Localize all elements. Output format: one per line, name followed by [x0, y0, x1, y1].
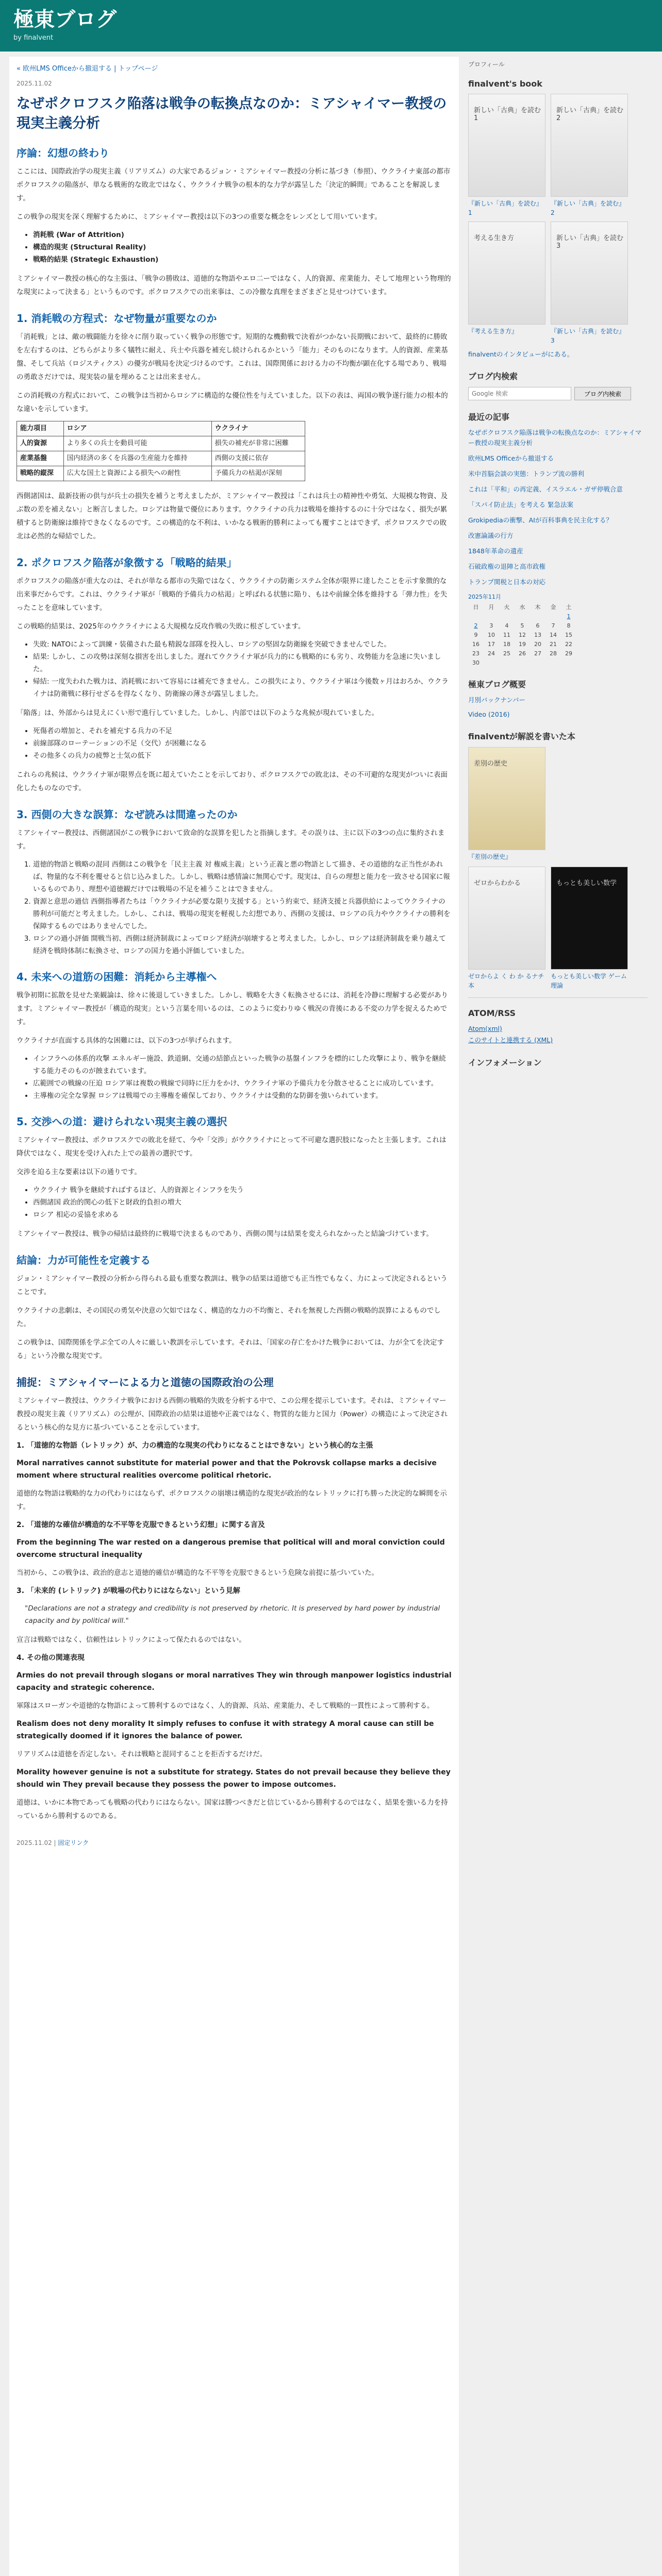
paragraph: 当初から、この戦争は、政治的意志と道徳的確信が構造的な不平等を克服できるという危険な前提に基づいていた。: [16, 1569, 378, 1577]
list-item: • 消耗戦 (War of Attrition): [33, 229, 452, 241]
paragraph: 宣言は戦略ではなく、信頼性はレトリックによって保たれるのではない。: [16, 1636, 246, 1644]
paragraph: ミアシャイマー教授は、戦争の帰結は最終的に戦場で決まるものであり、西側の関与は結果を変えられなかったと結論づけています。: [16, 1230, 434, 1238]
paragraph: 道徳的な物語は戦略的な力の代わりにはならず、ポクロフスクの崩壊は構造的な現実が政治的なレトリックに打ち勝った決定的な瞬間を示す。: [16, 1489, 447, 1511]
axiom-heading: 4. その他の関連表現: [16, 1654, 85, 1662]
list-item: • ロシア 相応の妥協を求める: [33, 1209, 452, 1221]
book-item[interactable]: [551, 94, 628, 217]
post-footer: 2025.11.02 | 固定リンク: [16, 1839, 89, 1846]
main-content: [9, 57, 459, 2576]
archive-link[interactable]: 月別バックナンバー: [468, 696, 526, 704]
paragraph: ポクロフスクの陥落が重大なのは、それが単なる都市の失陥ではなく、ウクライナの防衛システム全体が限界に達したことを示す象徴的な出来事だからです。これは、ウクライナ軍が「戦略的予備兵力の枯渇」と呼ばれる状態に陥り、もはや前線全体を維持する「弾力性」を失ったことを意味しています。: [16, 577, 448, 612]
axiom-heading: 1. 「道徳的な物語（レトリック）が、力の構造的な現実の代わりになることはできない」という核心的な主張: [16, 1442, 373, 1450]
book-cover[interactable]: 新しい「古典」を読む 3: [551, 222, 628, 325]
rss-link[interactable]: このサイトと連携する (XML): [468, 1036, 553, 1044]
sidebar-heading: finalventが解説を書いた本: [468, 732, 575, 741]
home-link[interactable]: トップページ: [118, 65, 158, 73]
book-item[interactable]: [468, 94, 545, 217]
book-cover[interactable]: ゼロからわかる: [468, 867, 545, 970]
paragraph: これらの兆候は、ウクライナ軍が限界点を既に超えていたことを示しており、ポクロフスクでの敗北は、その不可避的な現実がついに表面化したものなのです。: [16, 771, 448, 792]
table-cell: 損失の補充が非常に困難: [211, 436, 305, 451]
list-item: 3. ロシアの過小評価 開戦当初、西側は経済制裁によってロシア経済が崩壊すると考えました。しかし、ロシアは経済制裁を乗り越えて経済を戦時体制に転換させ、ロシアの国力を過小評価していました。: [33, 933, 452, 957]
profile-label[interactable]: プロフィール: [468, 61, 505, 68]
recent-post-link[interactable]: 石破政権の退陣と高市政権: [468, 563, 546, 570]
list-item: • 結果: しかし、この攻勢は深刻な損害を出しました。遅れてウクライナ軍が兵力的にも戦略的にも劣り、攻勢能力を急速に失いました。: [33, 651, 452, 675]
post-title: なぜポクロフスク陥落は戦争の転換点なのか：ミアシャイマー教授の現実主義分析: [16, 96, 447, 131]
list-item: • その他多くの兵力の疲弊と士気の低下: [33, 750, 452, 762]
book-caption[interactable]: もっとも美しい数学 ゲーム理論: [551, 973, 627, 989]
recent-post-link[interactable]: Grokipediaの衝撃、AIが百科事典を民主化する？: [468, 516, 613, 524]
axiom-heading: 3. 「未来的 (レトリック) が戦場の代わりにはならない」という見解: [16, 1587, 240, 1595]
search-form: [468, 387, 648, 400]
book-item[interactable]: [468, 747, 545, 861]
section-heading: 5. 交渉への道：避けられない現実主義の選択: [16, 1115, 227, 1128]
list-item: 2. 資源と意思の過信 西側指導者たちは「ウクライナが必要な限り支援する」という約束で、経済支援と兵器供給によってウクライナの勝利が可能だと考えました。しかし、これは、戦場の現実を軽視した幻想であり、西側の支援は、ロシアの兵力やウクライナの勝利を保障するものではありませんでした。: [33, 895, 452, 933]
calendar-title: 2025年11月: [468, 594, 501, 600]
book-item[interactable]: [468, 867, 545, 990]
table-row: [17, 436, 305, 451]
divider: [468, 997, 648, 998]
book-cover[interactable]: 考える生き方: [468, 222, 545, 325]
breadcrumb: « 欧州LMS Officeから撤退する | トップページ: [16, 65, 158, 73]
book-item[interactable]: [551, 867, 628, 990]
calendar: [468, 592, 648, 668]
list-item: • ウクライナ 戦争を継続すればするほど、人的資源とインフラを失う: [33, 1184, 452, 1196]
paragraph: 「消耗戦」とは、敵の戦闘能力を徐々に削り取っていく戦争の形態です。短期的な機動戦で決着がつかない長期戦において、最終的に勝敗を左右するのは、どちらがより多く犠牲に耐え、兵士や兵器を補充し続けられるかという「能力」そのものになります。人的資源、産業基盤、そして兵站（ロジスティクス）の優劣が戦局を決定づけるのです。これは、国際関係における力の不均衡が顕在化する場であり、戦場の勇敢さだけでは、現実装の量を埋めることは出来ません。: [16, 333, 448, 381]
table-row: [17, 466, 305, 481]
recent-posts: [468, 428, 648, 587]
paragraph: この戦争は、国際関係を学ぶ全ての人々に厳しい教訓を示しています。それは、「国家の存亡をかけた戦争においては、力が全てを決定する」という冷徹な現実です。: [16, 1338, 444, 1360]
paragraph: 「陥落」は、外部からは見えにくい形で進行していました。しかし、内部では以下のような兆候が現れていました。: [16, 709, 378, 717]
recent-post-link[interactable]: これは「平和」の再定義、イスラエル・ガザ停戦合意: [468, 485, 623, 493]
bullet-list: [33, 638, 452, 700]
permalink[interactable]: 固定リンク: [58, 1839, 89, 1846]
table-cell: より多くの兵士を動員可能: [63, 436, 211, 451]
table-cell: 予備兵力の枯渇が深刻: [211, 466, 305, 481]
book-cover[interactable]: もっとも美しい数学: [551, 867, 628, 970]
english-quote: Morality however genuine is not a substitute for strategy. States do not prevail because they believe they should win They prevail because they possess the power to impose outcomes.: [16, 1768, 451, 1789]
list-item: • 帰結: 一度失われた戦力は、消耗戦において容易には補充できません。この損失により、ウクライナ軍は今後数ヶ月はおろか、ウクライナは防衛戦に移行せざるを得なくなり、防衛線の薄さが露呈しました。: [33, 675, 452, 700]
list-item: • 西側諸国 政治的関心の低下と財政的負担の増大: [33, 1196, 452, 1209]
english-quote: Realism does not deny morality It simply refuses to confuse it with strategy A moral cause can still be strategically doomed if it ignores the balance of power.: [16, 1720, 434, 1740]
book-item[interactable]: [468, 222, 545, 345]
section-heading: 序論：幻想の終わり: [16, 147, 109, 159]
sidebar: [463, 57, 653, 1076]
table-cell: 西側の支援に依存: [211, 451, 305, 466]
concept-list: [33, 229, 452, 266]
site-subtitle: by finalvent: [13, 34, 54, 42]
recent-post-link[interactable]: 改憲論議の行方: [468, 532, 514, 539]
recent-post-link[interactable]: 欧州LMS Officeから撤退する: [468, 454, 554, 462]
paragraph: ミアシャイマー教授の核心的な主張は、「戦争の勝敗は、道徳的な物語やエロ二ーではなく、人的資源、産業能力、そして地理という物理的な現実によって決まる」というものです。ポクロフスクでの出来事は、この冷徹な真理をまざまざと見せつけています。: [16, 275, 451, 296]
recent-post-link[interactable]: 1848年革命の遺産: [468, 547, 523, 555]
book-caption[interactable]: 『考える生き方』: [468, 328, 518, 335]
paragraph: ミアシャイマー教授は、ウクライナ戦争における西側の戦略的失敗を分析する中で、この公理を提示しています。それは、ミアシャイマー教授の現実主義（リアリズム）の公理が、国際政治の結果は道徳や正義ではなく、物質的な能力と国力（Power）の構造によって決定されるという核心的な見方に基づいていることを示しています。: [16, 1397, 448, 1432]
paragraph: この消耗戦の方程式において、この戦争は当初からロシアに構造的な優位性を与えていました。以下の表は、両国の戦争遂行能力の根本的な違いを示しています。: [16, 392, 448, 413]
english-quote: Armies do not prevail through slogans or moral narratives They win through manpower logistics industrial capacity and strategic coherence.: [16, 1671, 452, 1692]
list-item: • 失敗: NATOによって訓練・装備された最も精鋭な部隊を投入し、ロシアの堅固な防衛線を突破できませんでした。: [33, 638, 452, 651]
sidebar-heading: ATOM/RSS: [468, 1008, 516, 1018]
paragraph: 交渉を迫る主な要素は以下の通りです。: [16, 1168, 141, 1176]
table-cell: 広大な国土と資源による損失への耐性: [63, 466, 211, 481]
table-header: ウクライナ: [211, 421, 305, 436]
english-quote: Moral narratives cannot substitute for material power and that the Pokrovsk collapse marks a decisive moment where structural realities overcome political rhetoric.: [16, 1459, 437, 1480]
book-caption[interactable]: 『新しい「古典」を読む』3: [551, 328, 625, 344]
paragraph: 西側諸国は、最新技術の供与が兵士の損失を補うと考えましたが、ミアシャイマー教授は「これは兵士の精神性や勇気、大規模な物資、及ぶ数の差を補えない」と断言しました。ロシアは物量で優位にあります。ウクライナの兵力は戦場を維持するのに十分ではなく、損失が累積すると防衛線は維持できなくなるのです。この構造的な不利は、いかなる戦術的勝利によっても覆すことはできず、ポクロフスクでの敗北は必然的な帰結でした。: [16, 492, 448, 540]
section-heading: 結論：力が可能性を定義する: [16, 1254, 151, 1266]
calendar-weekdays: 日 月 火 水 木 金 土: [473, 604, 572, 611]
site-title[interactable]: 極東ブログ: [13, 8, 117, 31]
recent-post-link[interactable]: 「スパイ防止法」を考える 緊急法案: [468, 501, 573, 509]
table-cell: 国内経済の多くを兵器の生産能力を維持: [63, 451, 211, 466]
table-header-row: [17, 421, 305, 436]
paragraph: ウクライナが直面する具体的な困難には、以下の3つが挙げられます。: [16, 1037, 236, 1045]
list-item: • 主導権の完全な掌握 ロシアは戦場での主導権を確保しており、ウクライナは受動的な防御を強いられています。: [33, 1090, 452, 1102]
paragraph: この戦争の現実を深く理解するために、ミアシャイマー教授は以下の3つの重要な概念をレンズとして用いています。: [16, 213, 382, 221]
numbered-list: [33, 858, 452, 957]
book-cover[interactable]: 新しい「古典」を読む 2: [551, 94, 628, 197]
paragraph: 軍隊はスローガンや道徳的な物語によって勝利するのではなく、人的資源、兵站、産業能力、そして戦略的一貫性によって勝利する。: [16, 1702, 434, 1710]
section-heading: 1. 消耗戦の方程式：なぜ物量が重要なのか: [16, 312, 217, 325]
english-quote: From the beginning The war rested on a dangerous premise that political will and moral conviction could overcome structural inequality: [16, 1538, 445, 1559]
table-cell: 産業基盤: [17, 451, 64, 466]
table-header: 能力項目: [17, 421, 64, 436]
table-header: ロシア: [63, 421, 211, 436]
footer-date: 2025.11.02: [16, 1839, 52, 1846]
recent-post-link[interactable]: なぜポクロフスク陥落は戦争の転換点なのか：ミアシャイマー教授の現実主義分析: [468, 429, 642, 447]
table-cell: 戦略的縦深: [17, 466, 64, 481]
list-item: • 前線部隊のローテーションの不足（交代）が困難になる: [33, 737, 452, 750]
section-heading: 4. 未来への道筋の困難：消耗から主導権へ: [16, 971, 217, 983]
paragraph: ジョン・ミアシャイマー教授の分析から得られる最も重要な教訓は、戦争の結果は道徳でも正当性でもなく、力によって決定されるということです。: [16, 1275, 448, 1296]
section-heading: 3. 西側の大きな誤算：なぜ読みは間違ったのか: [16, 808, 238, 821]
book-item[interactable]: [551, 222, 628, 345]
table-row: [17, 451, 305, 466]
sidebar-heading: finalvent's book: [468, 79, 542, 89]
search-input[interactable]: [468, 387, 571, 400]
book-cover[interactable]: 新しい「古典」を読む 1: [468, 94, 545, 197]
book-caption[interactable]: 『差別の歴史』: [468, 853, 512, 860]
calendar-day[interactable]: 1: [567, 613, 571, 620]
atom-link[interactable]: Atom(xml): [468, 1025, 502, 1032]
list-item: • 死傷者の増加と、それを補充する兵力の不足: [33, 725, 452, 737]
post-date: 2025.11.02: [16, 80, 52, 87]
sidebar-heading: インフォメーション: [468, 1058, 542, 1067]
section-heading: 2. ポクロフスク陥落が象徴する「戦略的結果」: [16, 556, 237, 569]
paragraph: ミアシャイマー教授は、ポクロフスクでの敗北を経て、今や「交渉」がウクライナにとって不可避な選択肢になったと主張します。これは降伏ではなく、現実を受け入れた上での最善の選択です。: [16, 1136, 446, 1158]
recent-post-link[interactable]: トランプ関税と日本の対応: [468, 578, 546, 586]
book-caption[interactable]: 『新しい「古典」を読む』2: [551, 200, 625, 216]
prev-post-link[interactable]: « 欧州LMS Officeから撤退する: [16, 65, 112, 73]
book-cover[interactable]: 差別の歴史: [468, 747, 545, 850]
video-link[interactable]: Video (2016): [468, 710, 510, 718]
book-row: [468, 867, 648, 990]
list-item: • インフラへの体系的攻撃 エネルギー施設、鉄道網、交通の結節点といった戦争の基盤インフラを標的にした攻撃により、戦争を継続する能力そのものが蝕まれています。: [33, 1053, 452, 1077]
paragraph: ここには、国際政治学の現実主義（リアリズム）の大家であるジョン・ミアシャイマー教授の分析に基づき（参照）、ウクライナ東部の都市ポクロフスクの陥落が、単なる戦術的な敗北ではなく、ウクライナ戦争の根本的な力学が露呈した「決定的瞬間」であることを解説します。: [16, 167, 451, 202]
recent-post-link[interactable]: 米中首脳会談の実態：トランプ流の勝利: [468, 470, 585, 478]
sidebar-heading: ブログ内検索: [468, 371, 518, 381]
sidebar-heading: 極東ブログ概要: [468, 680, 526, 689]
paragraph: この戦略的結果は、2025年のウクライナによる大規模な反攻作戦の失敗に根ざしています。: [16, 622, 305, 631]
search-button[interactable]: ブログ内検索: [574, 387, 631, 400]
book-row: [468, 94, 648, 217]
axiom-heading: 2. 「道徳的な確信が構造的な不平等を克服できるという幻想」に関する言及: [16, 1521, 265, 1529]
book-caption[interactable]: ゼロからよ く わ か るナチ本: [468, 973, 544, 989]
list-item: • 戦略的結果 (Strategic Exhaustion): [33, 253, 452, 266]
bullet-list: [33, 1053, 452, 1102]
site-header: [0, 0, 662, 52]
book-row: [468, 222, 648, 345]
english-quote: "Declarations are not a strategy and credibility is not preserved by rhetoric. It is preserved by hard power by industrial capacity and by political will.": [25, 1604, 440, 1625]
book-note[interactable]: finalventのインタビューがにある。: [468, 350, 574, 358]
paragraph: 戦争初期に拡散を見せた楽観論は、徐々に後退していきました。しかし、戦略を大きく転換させるには、消耗を冷静に理解する必要があります。ミアシャイマー教授が「構造的現実」という言葉を用いるのは、このように変わりゆく戦況の背後にある不変の力学を捉えるためです。: [16, 991, 448, 1026]
paragraph: ミアシャイマー教授は、西側諸国がこの戦争において致命的な誤算を犯したと指摘します。その誤りは、主に以下の3つの点に集約されます。: [16, 829, 445, 851]
calendar-grid: 日 月 火 水 木 金 土 1 2 3 4 5 6 7 8 9 10 11 12 13 14 15 16 17 18 19 20 21 22 23 24 25 26 27 28 29 30: [468, 603, 576, 668]
book-caption[interactable]: 『新しい「古典」を読む』1: [468, 200, 543, 216]
feed-links: [468, 1023, 648, 1046]
list-item: • 構造的現実 (Structural Reality): [33, 241, 452, 253]
bullet-list: [33, 1184, 452, 1221]
paragraph: リアリズムは道徳を否定しない。それは戦略と混同することを拒否するだけだ。: [16, 1750, 267, 1758]
table-cell: 人的資源: [17, 436, 64, 451]
section-heading: 捕捉：ミアシャイマーによる力と道徳の国際政治の公理: [16, 1376, 274, 1388]
paragraph: ウクライナの悲劇は、その国民の勇気や決意の欠如ではなく、構造的な力の不均衡と、それを無視した西側の戦略的誤算によるものでした。: [16, 1307, 441, 1328]
sidebar-heading: 最近の記事: [468, 412, 510, 422]
paragraph: 道徳は、いかに本物であっても戦略の代わりにはならない。国家は勝つべきだと信じているから勝利するのではなく、結果を強いる力を持っているから勝利するのである。: [16, 1799, 448, 1820]
bullet-list: [33, 725, 452, 762]
calendar-day[interactable]: 2: [474, 622, 478, 629]
list-item: • 広範囲での戦線の圧迫 ロシア軍は複数の戦線で同時に圧力をかけ、ウクライナ軍の予備兵力を分散させることに成功しています。: [33, 1077, 452, 1090]
comparison-table: [16, 421, 305, 481]
list-item: 1. 道徳的物語と戦略の混同 西側はこの戦争を「民主主義 対 権威主義」という正義と悪の物語として描き、その道徳的な正当性があれば、物量的な不利を覆せると信じ込みました。しかし、戦略は感情論に無関心です。現実は、自らの理想と能力を一致させる国家に報いるものであり、理想や道徳観だけでは戦場の不足を補うことはできません。: [33, 858, 452, 895]
